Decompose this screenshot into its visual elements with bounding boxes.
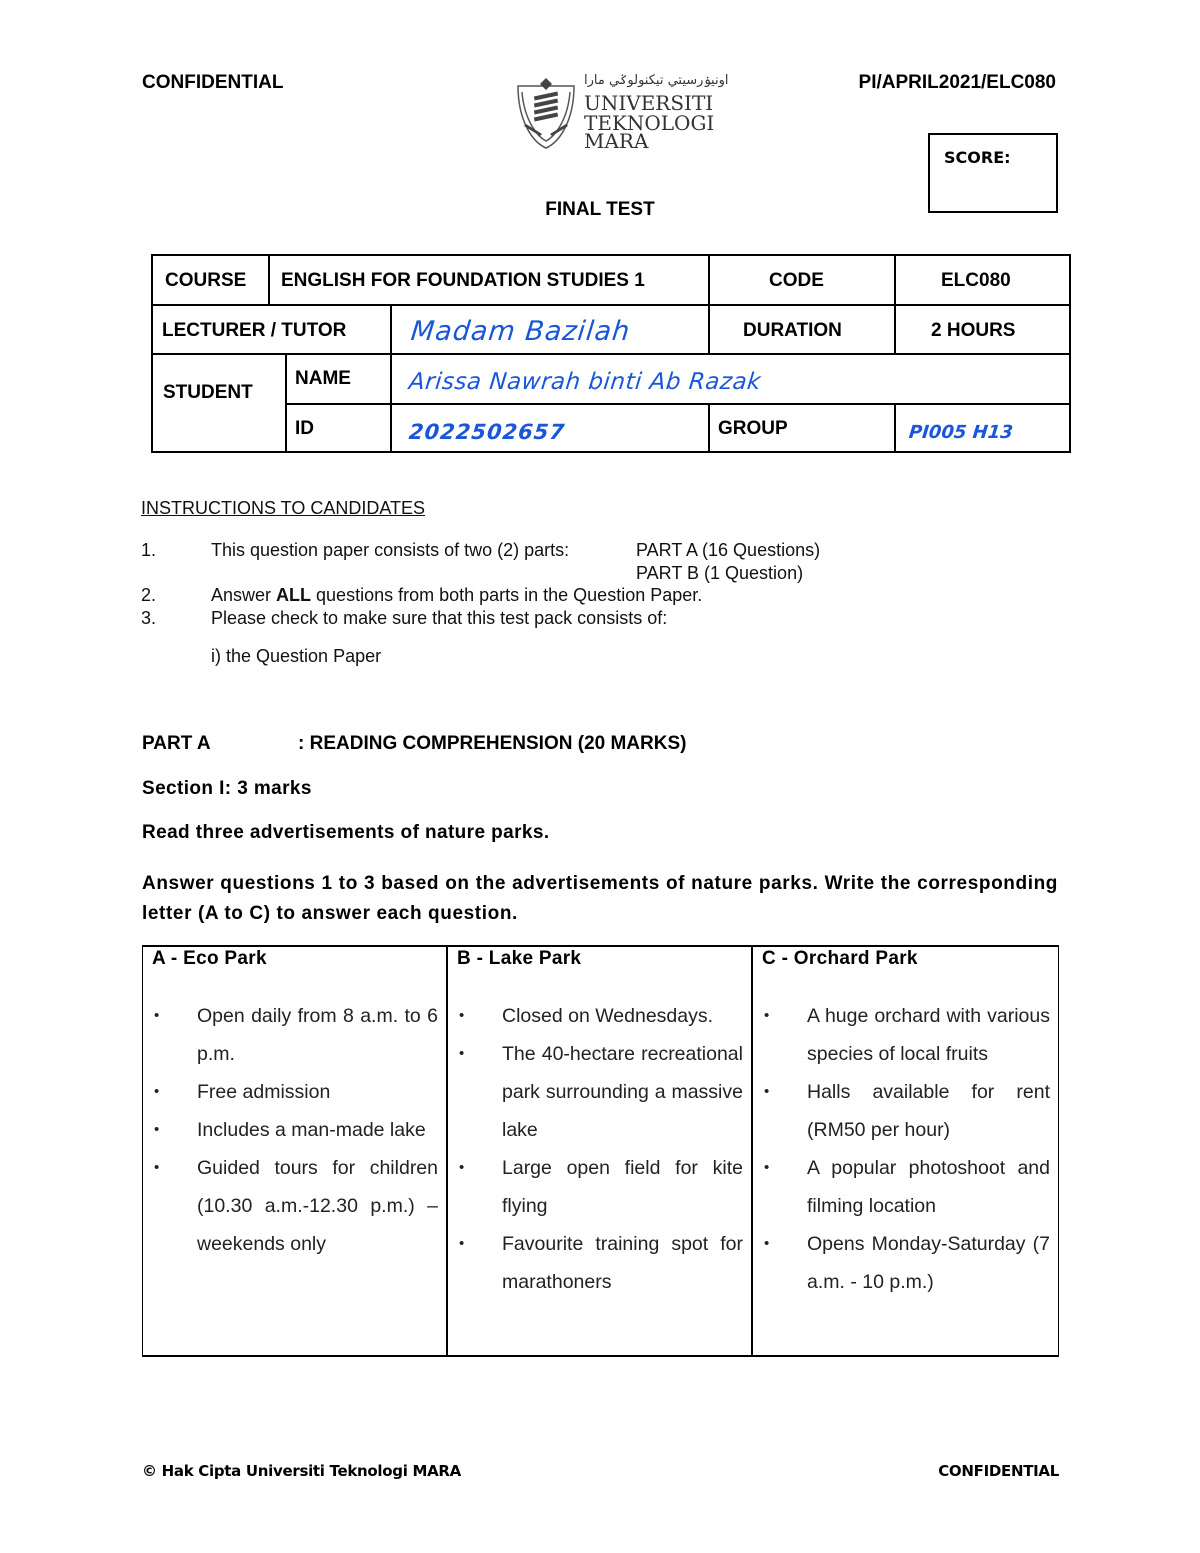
code-label: CODE xyxy=(769,270,824,291)
confidential-footer: CONFIDENTIAL xyxy=(938,1462,1059,1480)
copyright-footer: © Hak Cipta Universiti Teknologi MARA xyxy=(142,1462,461,1480)
bullet-icon: • xyxy=(154,1159,160,1176)
name-handwritten: Arissa Nawrah binti Ab Razak xyxy=(407,369,763,395)
park-column-c xyxy=(753,947,1058,1355)
student-label: STUDENT xyxy=(163,382,253,403)
bullet-icon: • xyxy=(459,1007,465,1024)
svg-text:TEKNOLOGI: TEKNOLOGI xyxy=(584,111,715,135)
park-b-title: B - Lake Park xyxy=(457,948,582,969)
bullet-icon: • xyxy=(459,1045,465,1062)
bullet-icon: • xyxy=(154,1083,160,1100)
list-item: • Includes a man-made lake xyxy=(143,1111,438,1149)
list-item: • Opens Monday-Saturday (7 a.m. - 10 p.m.) xyxy=(753,1225,1050,1301)
part-a-title: : READING COMPREHENSION (20 MARKS) xyxy=(298,733,687,754)
confidential-header: CONFIDENTIAL xyxy=(142,72,284,93)
read-instruction: Read three advertisements of nature parks. xyxy=(142,822,550,843)
bullet-icon: • xyxy=(459,1235,465,1252)
part-a-label: PART A xyxy=(142,733,211,754)
duration-value: 2 HOURS xyxy=(931,320,1016,341)
instruction-1-text: This question paper consists of two (2) parts: xyxy=(211,540,570,560)
page-title: FINAL TEST xyxy=(545,199,655,220)
instruction-3-sub: i) the Question Paper xyxy=(211,646,382,666)
bullet-icon: • xyxy=(764,1159,770,1176)
name-label: NAME xyxy=(295,368,351,389)
uitm-crest-icon xyxy=(512,68,729,153)
instruction-1-part-a: PART A (16 Questions) xyxy=(636,540,821,560)
list-item: • A huge orchard with various species of local fruits xyxy=(753,997,1050,1073)
answer-instruction: Answer questions 1 to 3 based on the advertisements of nature parks. Write the corresponding letter (A to C) to answer each question. xyxy=(142,873,1058,924)
group-label: GROUP xyxy=(718,418,788,439)
list-item: • A popular photoshoot and filming location xyxy=(753,1149,1050,1225)
svg-text:UNIVERSITI: UNIVERSITI xyxy=(584,91,714,115)
code-value: ELC080 xyxy=(941,270,1011,291)
svg-text:MARA: MARA xyxy=(584,129,649,153)
instruction-2-number: 2. xyxy=(141,585,157,605)
list-item: • Halls available for rent (RM50 per hour) xyxy=(753,1073,1050,1149)
score-label: SCORE: xyxy=(944,148,1011,167)
paper-reference: PI/APRIL2021/ELC080 xyxy=(858,72,1056,93)
instruction-1-part-b: PART B (1 Question) xyxy=(636,563,804,583)
candidate-info-table xyxy=(151,254,1071,453)
id-handwritten: 2022502657 xyxy=(407,420,567,444)
list-item: • Large open field for kite flying xyxy=(448,1149,743,1225)
lecturer-handwritten: Madam Bazilah xyxy=(409,316,632,347)
bullet-icon: • xyxy=(459,1159,465,1176)
bullet-icon: • xyxy=(154,1007,160,1024)
bullet-icon: • xyxy=(764,1083,770,1100)
park-column-a xyxy=(143,947,446,1355)
instruction-3-text: Please check to make sure that this test pack consists of: xyxy=(211,608,668,628)
instructions-title: INSTRUCTIONS TO CANDIDATES xyxy=(141,498,426,518)
list-item: • The 40-hectare recreational park surrounding a massive lake xyxy=(448,1035,743,1149)
bullet-icon: • xyxy=(764,1235,770,1252)
park-a-title: A - Eco Park xyxy=(152,948,267,969)
parks-table xyxy=(142,945,1059,1357)
instruction-1-number: 1. xyxy=(141,540,157,560)
bullet-icon: • xyxy=(764,1007,770,1024)
course-label: COURSE xyxy=(165,270,247,291)
uitm-logo xyxy=(512,68,729,153)
list-item: • Free admission xyxy=(143,1073,438,1111)
section-heading: Section I: 3 marks xyxy=(142,778,312,799)
id-label: ID xyxy=(295,418,314,439)
duration-label: DURATION xyxy=(743,320,842,341)
lecturer-label: LECTURER / TUTOR xyxy=(162,320,347,341)
bullet-icon: • xyxy=(154,1121,160,1138)
park-column-b xyxy=(448,947,751,1355)
park-c-title: C - Orchard Park xyxy=(762,948,918,969)
list-item: • Favourite training spot for marathoners xyxy=(448,1225,743,1301)
list-item: • Closed on Wednesdays. xyxy=(448,997,743,1035)
instruction-2-text: Answer ALL questions from both parts in the Question Paper. xyxy=(211,585,703,605)
group-handwritten: PI005 H13 xyxy=(907,422,1014,443)
course-value: ENGLISH FOR FOUNDATION STUDIES 1 xyxy=(281,270,645,291)
instruction-3-number: 3. xyxy=(141,608,157,628)
list-item: • Guided tours for children (10.30 a.m.-12.30 p.m.) – weekends only xyxy=(143,1149,438,1263)
list-item: • Open daily from 8 a.m. to 6 p.m. xyxy=(143,997,438,1073)
svg-text:اونيۏرسيتي تيكنولوݢي مارا: اونيۏرسيتي تيكنولوݢي مارا xyxy=(584,73,729,88)
